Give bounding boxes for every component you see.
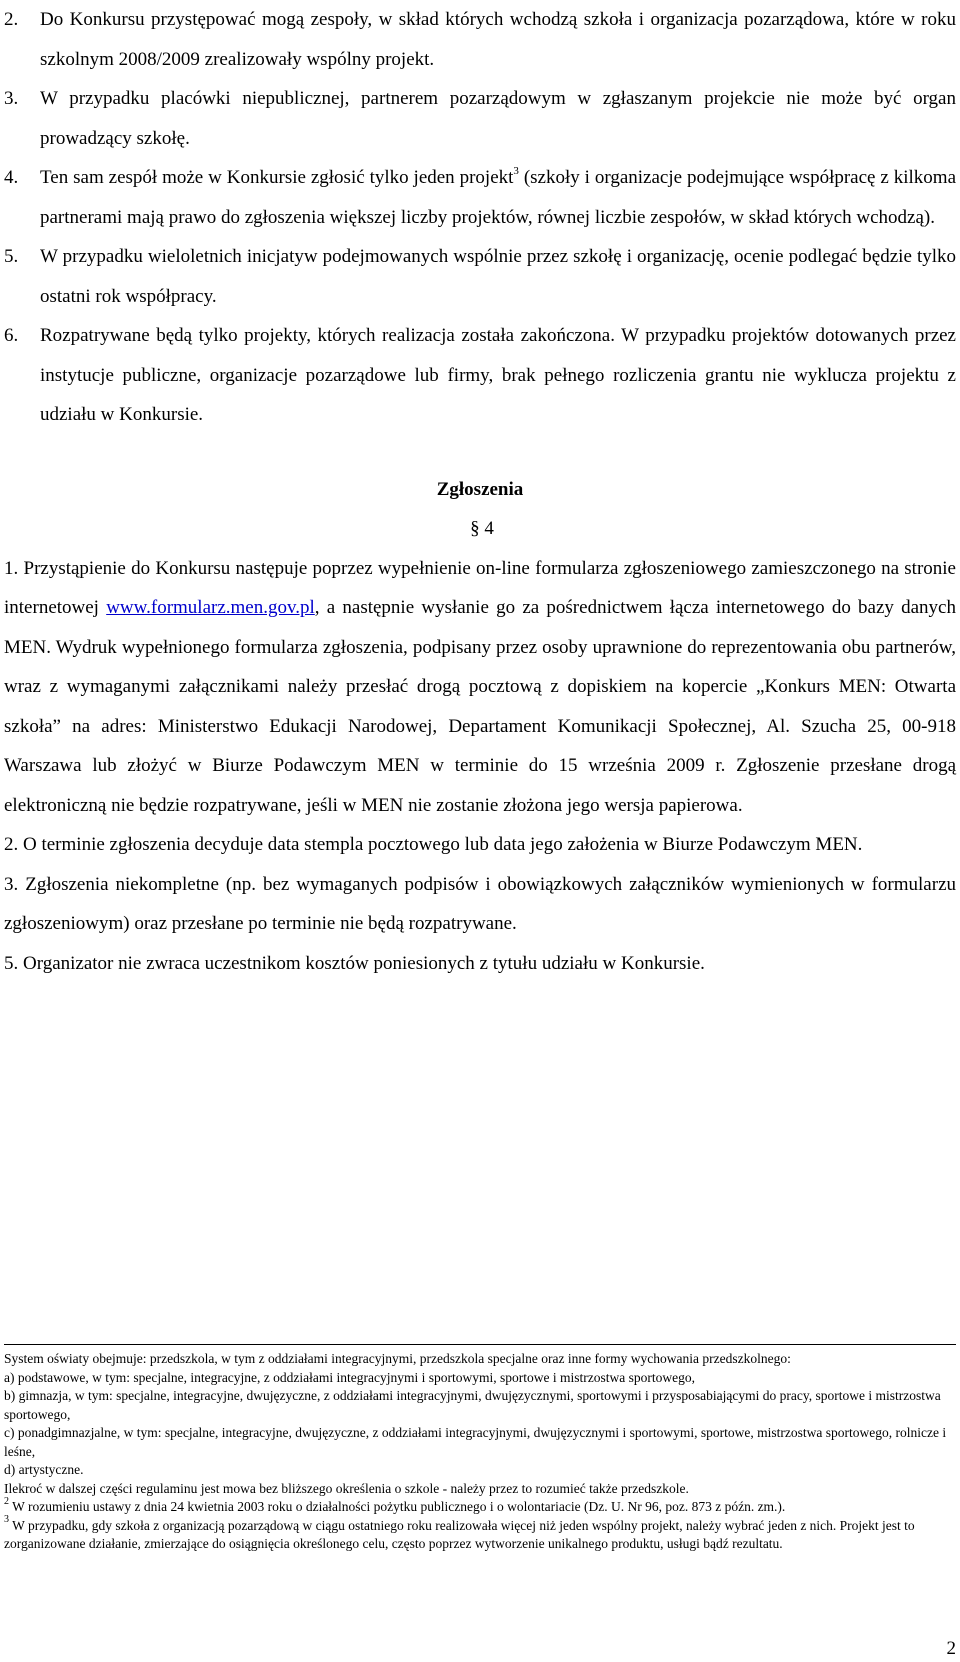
rule-item-3 — [4, 79, 956, 158]
rule-text: Rozpatrywane będą tylko projekty, których realizacja została zakończona. W przypadku projektów dotowanych przez instytucje publiczne, organizacje pozarządowe lub firmy, brak pełnego rozliczenia grantu nie wyklucza projektu z udziału w Konkursie. — [40, 325, 956, 425]
rule-text: W przypadku wieloletnich inicjatyw podejmowanych wspólnie przez szkołę i organizację, ocenie podlegać będzie tylko ostatni rok współpracy. — [40, 246, 956, 307]
page-number: 2 — [946, 1638, 956, 1659]
footnote-number: 3 — [4, 1514, 9, 1525]
footnote-text: W przypadku, gdy szkoła z organizacją pozarządową w ciągu ostatniego roku realizowała więcej niż jeden wspólny projekt, należy wybrać jeden z nich. Projekt jest to zorganizowane działanie, zmierzające do osiągnięcia określonego celu, często poprzez wytworzenie unikalnego produktu, usługi bądź rezultatu. — [4, 1517, 915, 1551]
footnote-d: d) artystyczne. — [4, 1462, 84, 1477]
para-text: , a następnie wysłanie go za pośrednictwem łącza internetowego do bazy danych MEN. Wydruk wypełnionego formularza zgłoszenia, podpisany przez osoby uprawnione do reprezentowania obu partnerów, wraz z wymaganymi załącznikami należy przesłać drogą pocztową z dopiskiem na kopercie „Konkurs MEN: Otwarta szkoła” na adres: Ministerstwo Edukacji Narodowej, Departament Komunikacji Społecznej, Al. Szucha 25, 00-918 Warszawa lub złożyć w Biurze Podawczym MEN w terminie do 15 września 2009 r. Zgłoszenie przesłane drogą elektroniczną nie będzie rozpatrywane, jeśli w MEN nie zostanie złożona jego wersja papierowa. — [4, 597, 956, 816]
footnote-3 — [4, 1514, 956, 1554]
submission-para-3: 3. Zgłoszenia niekompletne (np. bez wymaganych podpisów i obowiązkowych załączników wymienionych w formularzu zgłoszeniowym) oraz przesłane po terminie nie będą rozpatrywane. — [4, 873, 956, 934]
form-url-link[interactable]: www.formularz.men.gov.pl — [106, 597, 315, 618]
footnote-note: Ilekroć w dalszej części regulaminu jest mowa bez bliższego określenia o szkole - należy przez to rozumieć także przedszkole. — [4, 1480, 689, 1496]
rule-number: 6. — [4, 325, 19, 346]
rule-text: Do Konkursu przystępować mogą zespoły, w skład których wchodzą szkoła i organizacja pozarządowa, które w roku szkolnym 2008/2009 zrealizowały wspólny projekt. — [40, 9, 956, 70]
footnote-ref-3: 3 — [513, 164, 519, 177]
submission-para-1 — [4, 549, 956, 826]
para-text: 1. Przystąpienie do Konkursu następuje poprzez wypełnienie on-line formularza zgłoszeniowego zamieszczonego na stronie internetowej — [4, 557, 956, 618]
footnote-intro: System oświaty obejmuje: przedszkola, w tym z oddziałami integracyjnymi, przedszkola specjalne oraz inne formy wychowania przedszkolnego: — [4, 1351, 791, 1366]
rule-text: W przypadku placówki niepublicznej, partnerem pozarządowym w zgłaszanym projekcie nie może być organ prowadzący szkołę. — [40, 88, 956, 149]
footnote-number: 2 — [4, 1495, 9, 1507]
footnote-a: a) podstawowe, w tym: specjalne, integracyjne, z oddziałami integracyjnymi i sportowymi, sportowe i mistrzostwa sportowego, — [4, 1369, 695, 1385]
footnotes — [4, 1350, 956, 1554]
footnote-b: b) gimnazja, w tym: specjalne, integracyjne, dwujęzyczne, z oddziałami integracyjnymi, dwujęzycznymi, sportowymi i przysposabiającymi do pracy, sportowe i mistrzostwa sportowego, — [4, 1388, 941, 1422]
rule-item-2 — [4, 0, 956, 79]
submission-para-5: 5. Organizator nie zwraca uczestnikom kosztów poniesionych z tytułu udziału w Konkursie. — [4, 952, 705, 974]
footnote-text: W rozumieniu ustawy z dnia 24 kwietnia 2003 roku o działalności pożytku publicznego i o wolontariacie (Dz. U. Nr 96, poz. 873 z późn. zm.). — [9, 1499, 786, 1514]
rule-text — [40, 158, 956, 237]
footnote-c: c) ponadgimnazjalne, w tym: specjalne, integracyjne, dwujęzyczne, z oddziałami integracyjnymi, dwujęzycznymi i sportowymi, sportowe, mistrzostwa sportowego, rolnicze i leśne, — [4, 1425, 947, 1459]
footnote-divider — [4, 1344, 956, 1345]
footnote-2 — [4, 1495, 956, 1517]
rule-number: 5. — [4, 246, 19, 267]
rule-number: 4. — [4, 167, 19, 188]
section-heading: Zgłoszenia — [436, 478, 524, 500]
rule-item-6 — [4, 316, 956, 435]
rule-item-4 — [4, 158, 956, 237]
rule-number: 2. — [4, 9, 19, 30]
rule-item-5 — [4, 237, 956, 316]
main-text — [4, 0, 956, 983]
rule-text-part: (szkoły i organizacje podejmujące współpracę z kilkoma partnerami mają prawo do zgłoszenia większej liczby projektów, równej liczbie zespołów, w skład których wchodzą). — [40, 167, 957, 228]
rule-text-part: Ten sam zespół może w Konkursie zgłosić tylko jeden projekt — [40, 167, 514, 188]
rule-number: 3. — [4, 88, 19, 109]
submission-para-2: 2. O terminie zgłoszenia decyduje data stempla pocztowego lub data jego założenia w Biurze Podawczym MEN. — [4, 834, 863, 855]
section-mark: § 4 — [470, 518, 494, 539]
